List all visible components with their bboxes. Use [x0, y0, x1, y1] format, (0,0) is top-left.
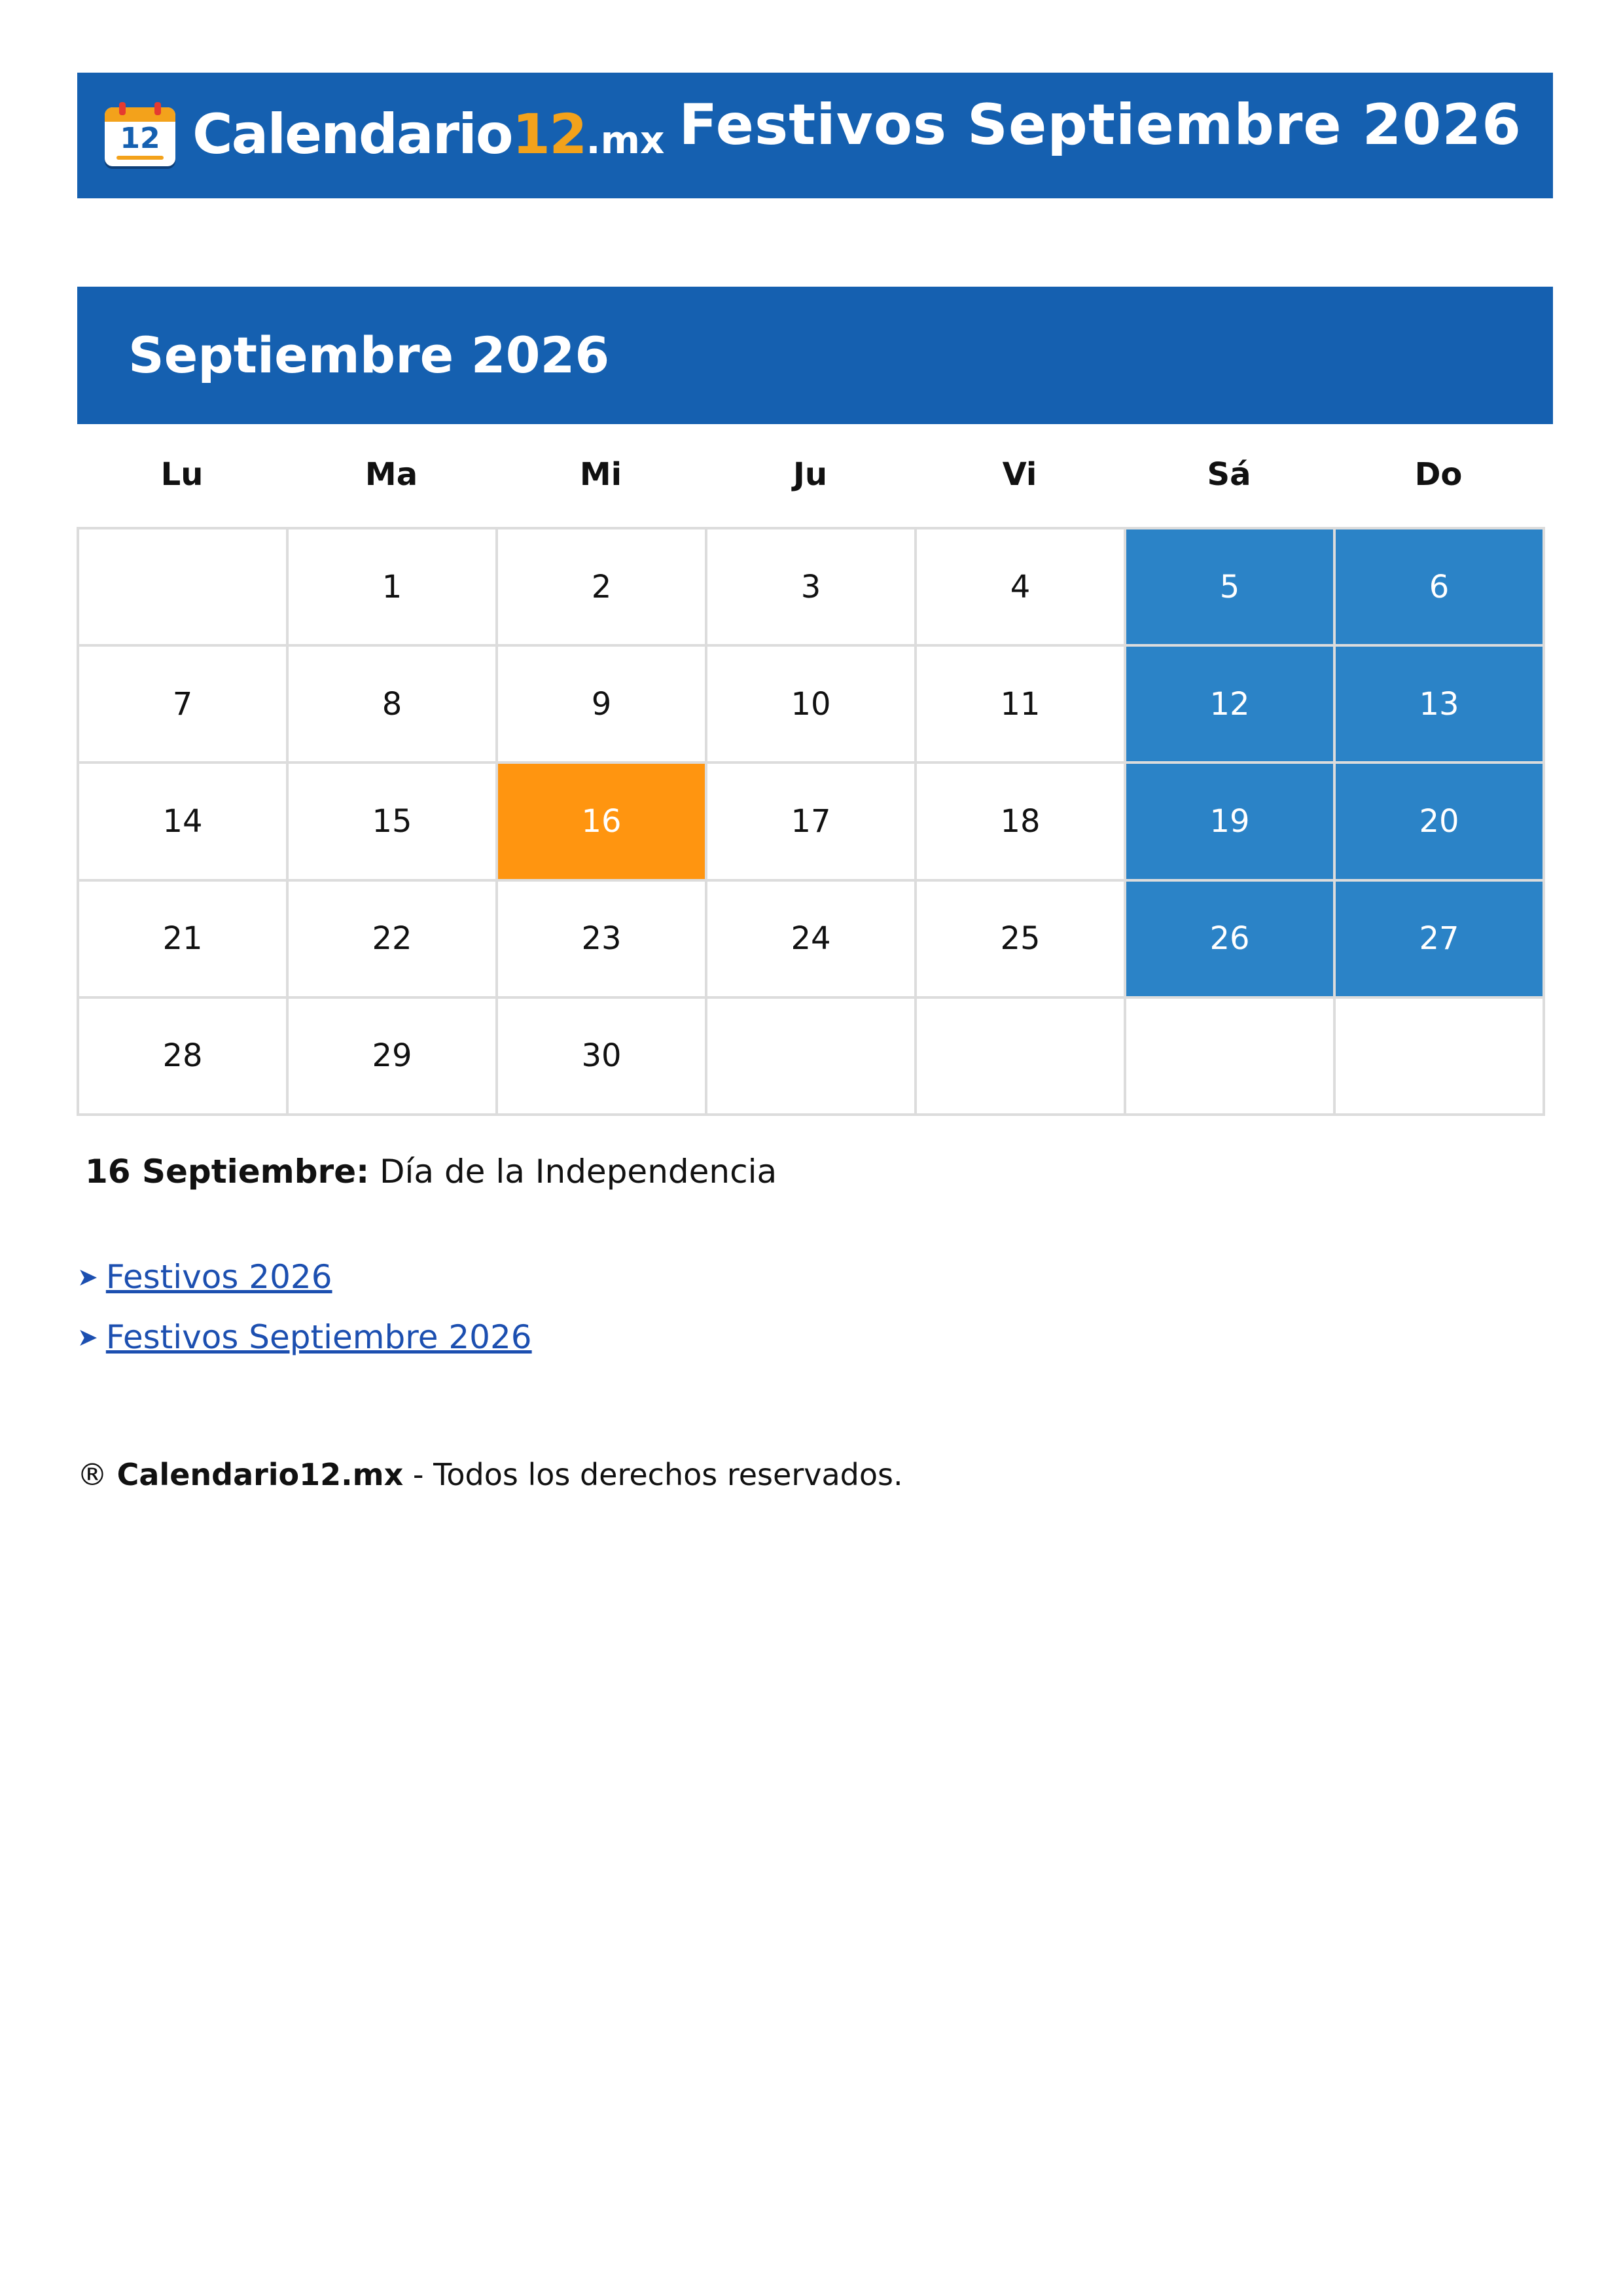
day-cell[interactable]: 25 — [917, 882, 1126, 999]
day-cell[interactable]: 4 — [917, 529, 1126, 647]
day-cell-weekend[interactable]: 6 — [1336, 529, 1545, 647]
footer-brand: Calendario12.mx — [116, 1457, 404, 1492]
weekday-label: Mi — [579, 456, 622, 493]
holiday-note-date: 16 Septiembre: — [85, 1153, 370, 1191]
link-item — [77, 1307, 532, 1367]
day-cell-weekend[interactable]: 26 — [1126, 882, 1336, 999]
day-cell[interactable]: 7 — [79, 647, 289, 764]
day-cell[interactable]: 23 — [498, 882, 707, 999]
month-banner — [77, 287, 1553, 424]
day-cell[interactable]: 28 — [79, 999, 289, 1116]
empty-cell — [917, 999, 1126, 1116]
empty-cell — [79, 529, 289, 647]
registered-symbol: ® — [77, 1457, 107, 1492]
logo-brand-number: 12 — [512, 101, 586, 166]
footer-text: - Todos los derechos reservados. — [412, 1457, 903, 1492]
day-cell[interactable]: 18 — [917, 764, 1126, 881]
holiday-note-name: Día de la Independencia — [380, 1153, 777, 1191]
day-cell-weekend[interactable]: 12 — [1126, 647, 1336, 764]
day-cell[interactable]: 1 — [289, 529, 498, 647]
day-cell-weekend[interactable]: 19 — [1126, 764, 1336, 881]
header-bar — [77, 73, 1553, 198]
empty-cell — [1126, 999, 1336, 1116]
day-cell-weekend[interactable]: 20 — [1336, 764, 1545, 881]
empty-cell — [1336, 999, 1545, 1116]
day-cell[interactable]: 3 — [707, 529, 917, 647]
logo-brand-tld: .mx — [586, 117, 665, 162]
calendar-icon-number: 12 — [120, 122, 160, 155]
day-cell-holiday[interactable]: 16 — [498, 764, 707, 881]
weekday-label: Do — [1414, 456, 1463, 493]
weekday-label: Vi — [1002, 456, 1037, 493]
site-logo[interactable] — [105, 101, 665, 170]
calendar-icon — [105, 107, 175, 166]
day-cell[interactable]: 22 — [289, 882, 498, 999]
footer — [77, 1452, 903, 1498]
day-cell[interactable]: 15 — [289, 764, 498, 881]
link-festivos-year[interactable]: Festivos 2026 — [105, 1258, 332, 1296]
day-cell[interactable]: 9 — [498, 647, 707, 764]
links-list — [77, 1247, 532, 1367]
arrow-icon: ➤ — [77, 1263, 98, 1291]
day-cell[interactable]: 2 — [498, 529, 707, 647]
weekday-label: Ju — [793, 456, 828, 493]
arrow-icon: ➤ — [77, 1323, 98, 1352]
day-cell-weekend[interactable]: 27 — [1336, 882, 1545, 999]
month-title: Septiembre 2026 — [128, 326, 610, 384]
holiday-note — [85, 1149, 777, 1194]
logo-wordmark — [192, 101, 664, 173]
weekday-label: Ma — [365, 456, 418, 493]
day-cell-weekend[interactable]: 5 — [1126, 529, 1336, 647]
day-cell[interactable]: 30 — [498, 999, 707, 1116]
day-cell[interactable]: 11 — [917, 647, 1126, 764]
calendar-icon-band — [105, 107, 175, 122]
weekday-label: Sá — [1207, 456, 1251, 493]
weekday-header — [77, 452, 1543, 497]
day-cell[interactable]: 29 — [289, 999, 498, 1116]
logo-brand: Calendario — [192, 101, 512, 166]
day-cell[interactable]: 17 — [707, 764, 917, 881]
calendar-grid — [77, 527, 1545, 1116]
link-item — [77, 1247, 532, 1307]
weekday-label: Lu — [160, 456, 204, 493]
calendar-icon-ring — [119, 102, 126, 115]
calendar-icon-foot — [116, 156, 164, 160]
day-cell-weekend[interactable]: 13 — [1336, 647, 1545, 764]
day-cell[interactable]: 14 — [79, 764, 289, 881]
link-festivos-month[interactable]: Festivos Septiembre 2026 — [105, 1318, 532, 1356]
page-title: Festivos Septiembre 2026 — [679, 92, 1522, 158]
day-cell[interactable]: 24 — [707, 882, 917, 999]
calendar-icon-ring — [154, 102, 161, 115]
day-cell[interactable]: 21 — [79, 882, 289, 999]
day-cell[interactable]: 8 — [289, 647, 498, 764]
day-cell[interactable]: 10 — [707, 647, 917, 764]
empty-cell — [707, 999, 917, 1116]
